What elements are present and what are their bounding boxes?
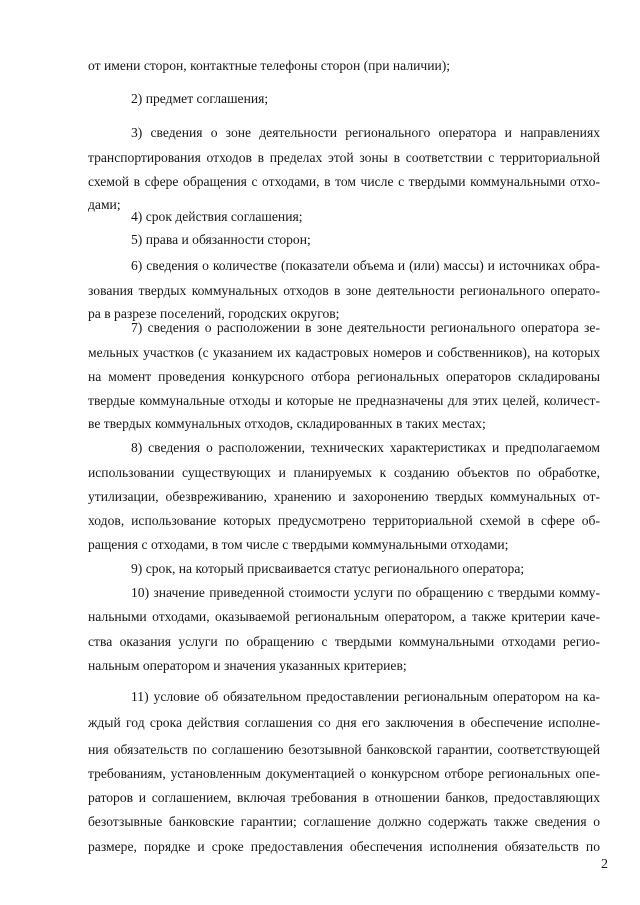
text-line: требованиям, установленным документацией о конкурсном отборе региональных опе- <box>88 766 600 781</box>
list-item-2: 2) предмет соглашения; <box>131 91 269 106</box>
text-line: твердые коммунальные отходы и которые не предназначены для этих целей, количест- <box>88 393 600 408</box>
text-line: утилизации, обезвреживанию, хранению и захоронению твердых коммунальных от- <box>88 489 600 504</box>
list-item-9: 9) срок, на который присваивается статус регионального оператора; <box>131 561 525 576</box>
text-line: дами; <box>88 197 121 212</box>
text-line: раторов и соглашением, включая требования в отношении банков, предоставляющих <box>88 790 600 805</box>
text-line: размере, порядке и сроке предоставления обеспечения исполнения обязательств по <box>88 839 600 854</box>
text-line: ства оказания услуги по обращению с твердыми коммунальными отходами регио- <box>88 634 600 649</box>
list-item-11: 11) условие об обязательном предоставлении региональным оператором на ка- <box>131 689 600 704</box>
text-line: ра в разрезе поселений, городских округов; <box>88 306 340 321</box>
text-line: использовании существующих и планируемых к созданию объектов по обработке, <box>88 465 600 480</box>
text-line: зования твердых коммунальных отходов в зоне деятельности регионального операто- <box>88 283 600 298</box>
text-line: нальным оператором и значения указанных критериев; <box>88 658 407 673</box>
text-line: транспортирования отходов в пределах этой зоны в соответствии с территориальной <box>88 150 600 165</box>
list-item-5: 5) права и обязанности сторон; <box>131 232 311 247</box>
text-line: мельных участков (с указанием их кадастровых номеров и собственников), на которых <box>88 345 600 360</box>
text-line: ния обязательств по соглашению безотзывной банковской гарантии, соответствующей <box>88 742 600 757</box>
list-item-7: 7) сведения о расположении в зоне деятельности регионального оператора зе- <box>131 320 600 335</box>
text-line: ращения с отходами, в том числе с твердыми коммунальными отходами; <box>88 537 509 552</box>
list-item-6: 6) сведения о количестве (показатели объема и (или) массы) и источниках обра- <box>131 258 600 273</box>
text-line: ждый год срока действия соглашения со дня его заключения в обеспечение исполне- <box>88 715 600 730</box>
list-item-8: 8) сведения о расположении, технических характеристиках и предполагаемом <box>131 440 600 455</box>
text-line: на момент проведения конкурсного отбора региональных операторов складированы <box>88 369 600 384</box>
text-line: безотзывные банковские гарантии; соглашение должно содержать также сведения о <box>88 814 600 829</box>
text-line: ходов, использование которых предусмотрено территориальной схемой в сфере об- <box>88 513 600 528</box>
text-line: ве твердых коммунальных отходов, складированных в таких местах; <box>88 416 486 431</box>
page-number: 2 <box>601 857 608 872</box>
text-line: схемой в сфере обращения с отходами, в том числе с твердыми коммунальными отхо- <box>88 174 600 189</box>
list-item-10: 10) значение приведенной стоимости услуги по обращению с твердыми комму- <box>131 585 600 600</box>
list-item-4: 4) срок действия соглашения; <box>131 209 303 224</box>
text-line: от имени сторон, контактные телефоны сторон (при наличии); <box>88 58 451 73</box>
text-line: нальными отходами, оказываемой региональным оператором, а также критерии каче- <box>88 609 600 624</box>
list-item-3: 3) сведения о зоне деятельности регионального оператора и направлениях <box>131 125 600 140</box>
